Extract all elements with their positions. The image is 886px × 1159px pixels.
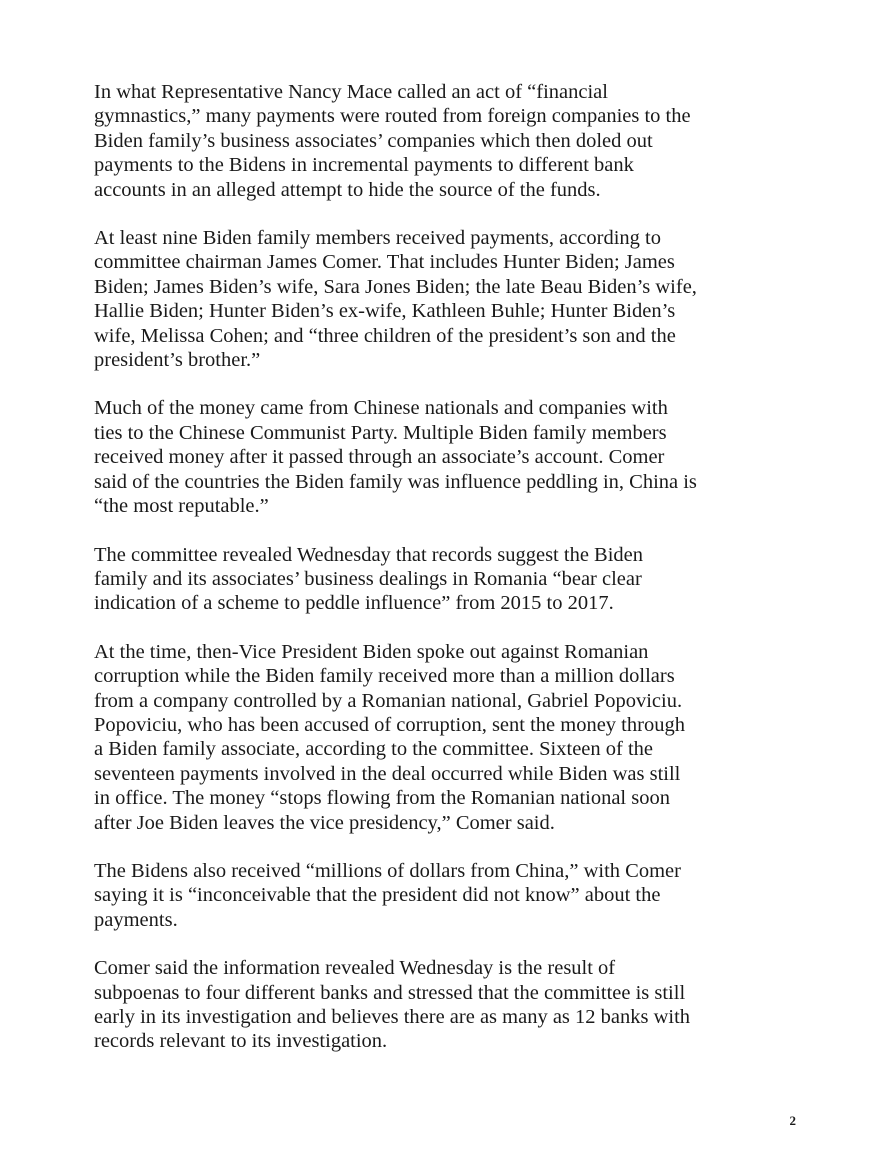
paragraph: Comer said the information revealed Wednesday is the result of subpoenas to four different banks and stressed that the committee is still early in its investigation and believes there are as many as 12 banks with records relevant to its investigation. bbox=[94, 957, 691, 1053]
document-body bbox=[94, 80, 794, 1078]
paragraph: In what Representative Nancy Mace called an act of “financial gymnastics,” many payments were routed from foreign companies to the Biden family’s business associates’ companies which then doled out payments to the Bidens in incremental payments to different bank accounts in an alleged attempt to hide the source of the funds. bbox=[94, 81, 691, 201]
page-number: 2 bbox=[789, 1113, 796, 1128]
paragraph: At the time, then-Vice President Biden spoke out against Romanian corruption while the Biden family received more than a million dollars from a company controlled by a Romanian national, Gabriel Popoviciu. Popoviciu, who has been accused of corruption, sent the money through a Biden family associate, according to the committee. Sixteen of the seventeen payments involved in the deal occurred while Biden was still in office. The money “stops flowing from the Romanian national soon after Joe Biden leaves the vice presidency,” Comer said. bbox=[94, 640, 685, 834]
paragraph: At least nine Biden family members received payments, according to committee chairman James Comer. That includes Hunter Biden; James Biden; James Biden’s wife, Sara Jones Biden; the late Beau Biden’s wife, Hallie Biden; Hunter Biden’s ex-wife, Kathleen Buhle; Hunter Biden’s wife, Melissa Cohen; and “three children of the president’s son and the president’s brother.” bbox=[94, 227, 697, 372]
paragraph: Much of the money came from Chinese nationals and companies with ties to the Chinese Communist Party. Multiple Biden family members received money after it passed through an associate’s account. Comer said of the countries the Biden family was influence peddling in, China is “the most reputable.” bbox=[94, 397, 697, 518]
paragraph: The Bidens also received “millions of dollars from China,” with Comer saying it is “inconceivable that the president did not know” about the payments. bbox=[94, 859, 681, 931]
paragraph: The committee revealed Wednesday that records suggest the Biden family and its associates’ business dealings in Romania “bear clear indication of a scheme to peddle influence” from 2015 to 2017. bbox=[94, 543, 644, 615]
